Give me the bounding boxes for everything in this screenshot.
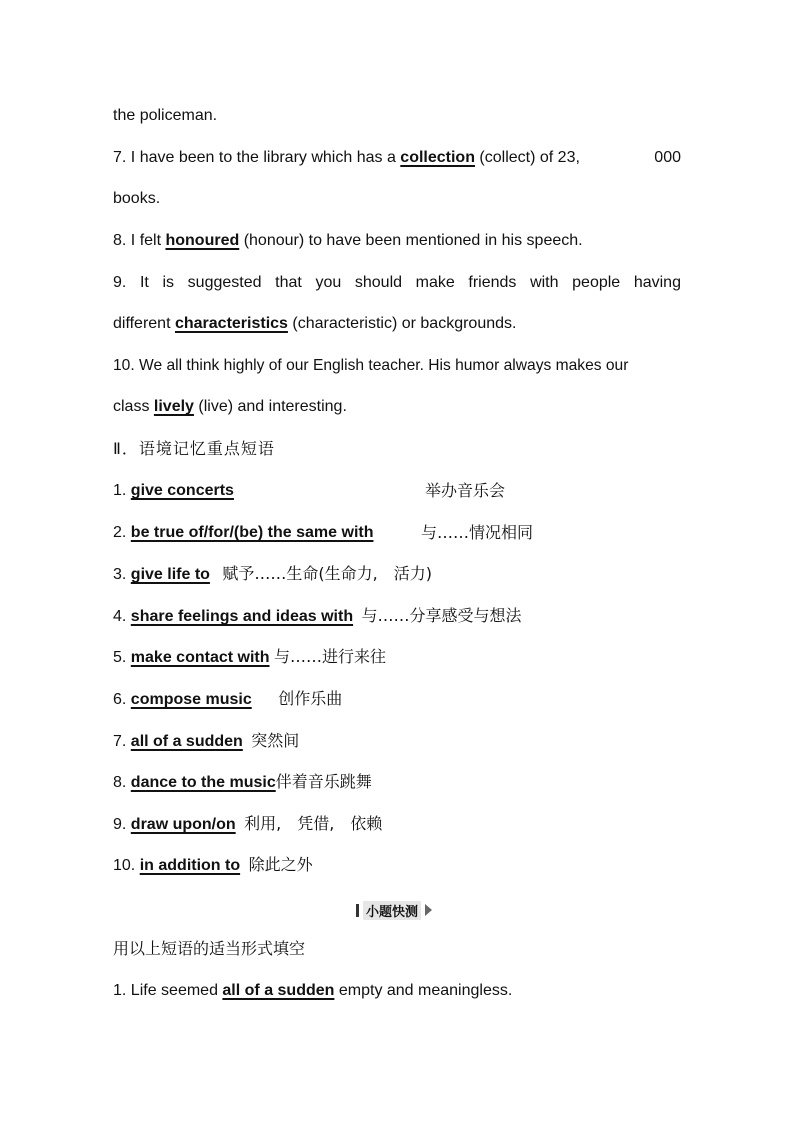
answer-blank: lively <box>153 398 194 415</box>
section-title: Ⅱ．语境记忆重点短语 <box>113 439 275 458</box>
phrase-english: share feelings and ideas with <box>130 608 354 625</box>
phrase-chinese: 创作乐曲 <box>278 689 343 708</box>
word: should <box>354 274 403 291</box>
sentence-text: 10. We all think highly of our English teacher. His humor always makes our <box>113 357 629 374</box>
word: make <box>415 274 455 291</box>
phrase-number: 3. <box>113 566 127 583</box>
word: people <box>572 274 621 291</box>
sentence-number: 7. <box>113 149 127 166</box>
phrase-item <box>113 522 681 544</box>
quiz-item <box>113 980 681 1002</box>
answer-blank: collection <box>400 149 475 166</box>
phrase-number: 6. <box>113 691 127 708</box>
sentence-text: empty and meaningless. <box>334 982 513 999</box>
sentence-10 <box>113 355 681 377</box>
sentence-text: (honour) to have been mentioned in his speech. <box>239 232 583 249</box>
word: you <box>315 274 342 291</box>
phrase-chinese: 与……进行来往 <box>273 647 386 666</box>
word: that <box>275 274 302 291</box>
phrase-item <box>113 813 382 836</box>
sentence-7 <box>113 147 681 169</box>
phrase-item <box>113 688 342 711</box>
phrase-item <box>113 646 386 669</box>
sentence-text: different <box>113 315 175 332</box>
sentence-6-continuation <box>113 105 681 127</box>
quiz-banner <box>356 901 432 919</box>
phrase-number: 10. <box>113 857 136 874</box>
sentence-7-continuation <box>113 188 681 210</box>
sentence-text: the policeman. <box>113 107 218 124</box>
word: It <box>139 274 149 291</box>
answer-blank: honoured <box>165 232 240 249</box>
sentence-text: (characteristic) or backgrounds. <box>287 315 517 332</box>
phrase-chinese: 利用, 凭借, 依赖 <box>244 814 383 833</box>
sentence-9 <box>113 272 681 294</box>
sentence-text: class <box>113 398 154 415</box>
sentence-text: Life seemed <box>130 982 223 999</box>
triangle-right-icon <box>425 904 432 916</box>
phrase-item <box>113 480 681 502</box>
word: having <box>633 274 681 291</box>
phrase-english: in addition to <box>139 857 241 874</box>
sentence-9-continuation <box>113 313 681 335</box>
phrase-english: be true of/for/(be) the same with <box>130 524 374 541</box>
phrase-number: 5. <box>113 649 127 666</box>
sentence-10-continuation <box>113 396 681 418</box>
answer-blank: characteristics <box>174 315 288 332</box>
phrase-item <box>113 730 299 753</box>
quiz-number: 1. <box>113 982 127 999</box>
phrase-item <box>113 563 432 586</box>
phrase-number: 1. <box>113 482 127 499</box>
sentence-number: 9. <box>113 274 127 291</box>
phrase-chinese: 伴着音乐跳舞 <box>275 772 372 791</box>
sentence-text: (live) and interesting. <box>193 398 347 415</box>
sentence-text: I felt <box>130 232 166 249</box>
phrase-number: 2. <box>113 524 127 541</box>
phrase-number: 4. <box>113 608 127 625</box>
quiz-banner-label: 小题快测 <box>363 901 421 920</box>
phrase-number: 8. <box>113 774 127 791</box>
word: suggested <box>187 274 262 291</box>
phrase-chinese: 赋予……生命(生命力, 活力) <box>222 564 432 583</box>
quiz-instruction: 用以上短语的适当形式填空 <box>113 939 306 958</box>
phrase-chinese: 与……分享感受与想法 <box>361 606 522 625</box>
phrase-english: draw upon/on <box>130 816 236 833</box>
phrase-number: 9. <box>113 816 127 833</box>
phrase-item <box>113 854 313 877</box>
phrase-item <box>113 605 522 628</box>
sentence-text: (collect) of 23, <box>474 149 580 166</box>
phrase-english: compose music <box>130 691 252 708</box>
phrase-english: make contact with <box>130 649 270 666</box>
phrase-english: give life to <box>130 566 210 583</box>
phrase-chinese: 除此之外 <box>248 855 313 874</box>
phrase-english: dance to the music <box>130 774 276 791</box>
word: is <box>162 274 175 291</box>
phrase-item <box>113 771 372 794</box>
phrase-english: give concerts <box>130 482 234 499</box>
sentence-text: 000 <box>654 149 681 166</box>
phrase-english: all of a sudden <box>130 733 243 750</box>
sentence-number: 8. <box>113 232 127 249</box>
sentence-text: books. <box>113 190 161 207</box>
word: with <box>530 274 559 291</box>
sentence-8 <box>113 230 681 252</box>
answer-blank: all of a sudden <box>222 982 335 999</box>
phrase-chinese: 突然间 <box>251 731 300 750</box>
phrase-chinese: 与……情况相同 <box>421 523 534 542</box>
sentence-text: I have been to the library which has a <box>130 149 401 166</box>
phrase-chinese: 举办音乐会 <box>425 481 506 500</box>
word: friends <box>468 274 517 291</box>
phrase-number: 7. <box>113 733 127 750</box>
banner-bar-icon <box>356 904 359 917</box>
